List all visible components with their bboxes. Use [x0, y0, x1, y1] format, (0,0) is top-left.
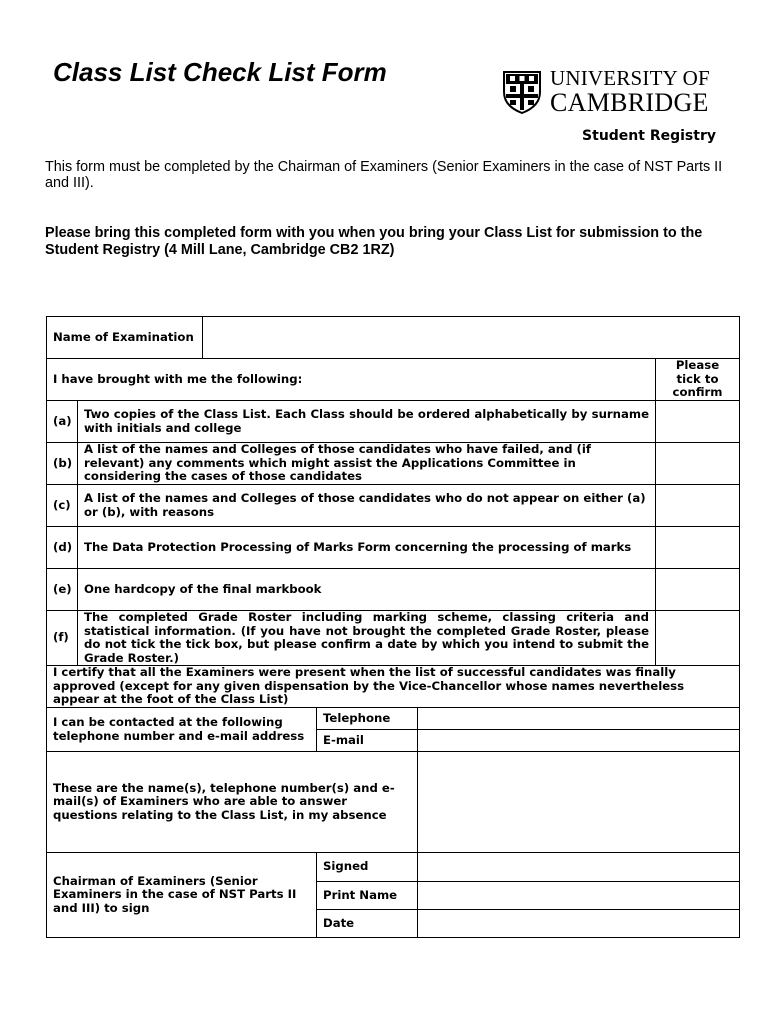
certify-text: I certify that all the Examiners were present when the list of successful candidates was finally approved (except for any given dispensation by the Vice-Chancellor whose names nevertheless appear at the foot of the Class List) [47, 666, 740, 708]
item-text: A list of the names and Colleges of those candidates who have failed, and (if relevant) any comments which might assist the Applications Committee in considering the cases of those candidates [78, 443, 656, 485]
item-letter: (f) [47, 611, 78, 666]
tick-box[interactable] [656, 611, 740, 666]
signed-row [47, 853, 740, 882]
telephone-field[interactable] [418, 708, 740, 730]
university-logo [502, 68, 718, 116]
email-field[interactable] [418, 730, 740, 752]
list-item [47, 443, 740, 485]
list-item [47, 527, 740, 569]
signed-field[interactable] [418, 853, 740, 882]
item-text: Two copies of the Class List. Each Class should be ordered alphabetically by surname with initials and college [78, 401, 656, 443]
department-name: Student Registry [582, 128, 716, 144]
print-name-label: Print Name [317, 882, 418, 910]
telephone-row [47, 708, 740, 730]
form-title: Class List Check List Form [53, 57, 387, 87]
telephone-label: Telephone [317, 708, 418, 730]
item-letter: (d) [47, 527, 78, 569]
item-text: The completed Grade Roster including marking scheme, classing criteria and statistical information. (If you have not brought the completed Grade Roster, please do not tick the tick box, but please confirm a date by which you intend to submit the Grade Roster.) [78, 611, 656, 666]
email-label: E-mail [317, 730, 418, 752]
checklist-form-table [46, 316, 740, 938]
brought-label: I have brought with me the following: [47, 359, 656, 401]
exam-name-field[interactable] [203, 317, 740, 359]
item-letter: (e) [47, 569, 78, 611]
tick-box[interactable] [656, 569, 740, 611]
item-text: The Data Protection Processing of Marks Form concerning the processing of marks [78, 527, 656, 569]
bring-note: Please bring this completed form with you when you bring your Class List for submission to the Student Registry (4 Mill Lane, Cambridge CB2 1RZ) [45, 225, 703, 258]
brought-row [47, 359, 740, 401]
list-item [47, 569, 740, 611]
list-item [47, 401, 740, 443]
list-item [47, 611, 740, 666]
item-letter: (a) [47, 401, 78, 443]
item-letter: (b) [47, 443, 78, 485]
contact-label: I can be contacted at the following telephone number and e-mail address [47, 708, 317, 752]
intro-text: This form must be completed by the Chairman of Examiners (Senior Examiners in the case of NST Parts II and III). [45, 159, 723, 191]
examiners-row [47, 752, 740, 853]
crest-icon [502, 70, 542, 114]
examiners-label: These are the name(s), telephone number(s) and e-mail(s) of Examiners who are able to answer questions relating to the Class List, in my absence [47, 752, 418, 853]
tick-box[interactable] [656, 485, 740, 527]
signed-label: Signed [317, 853, 418, 882]
logo-line1: UNIVERSITY OF [550, 66, 710, 90]
date-field[interactable] [418, 910, 740, 938]
tick-header: Please tick to confirm [656, 359, 740, 401]
date-label: Date [317, 910, 418, 938]
certify-row [47, 666, 740, 708]
item-letter: (c) [47, 485, 78, 527]
exam-name-row [47, 317, 740, 359]
exam-name-label: Name of Examination [47, 317, 203, 359]
tick-box[interactable] [656, 527, 740, 569]
item-text: One hardcopy of the final markbook [78, 569, 656, 611]
examiners-field[interactable] [418, 752, 740, 853]
print-name-field[interactable] [418, 882, 740, 910]
chairman-label: Chairman of Examiners (Senior Examiners in the case of NST Parts II and III) to sign [47, 853, 317, 938]
logo-line2: CAMBRIDGE [550, 88, 709, 117]
tick-box[interactable] [656, 443, 740, 485]
tick-box[interactable] [656, 401, 740, 443]
item-text: A list of the names and Colleges of those candidates who do not appear on either (a) or (b), with reasons [78, 485, 656, 527]
list-item [47, 485, 740, 527]
